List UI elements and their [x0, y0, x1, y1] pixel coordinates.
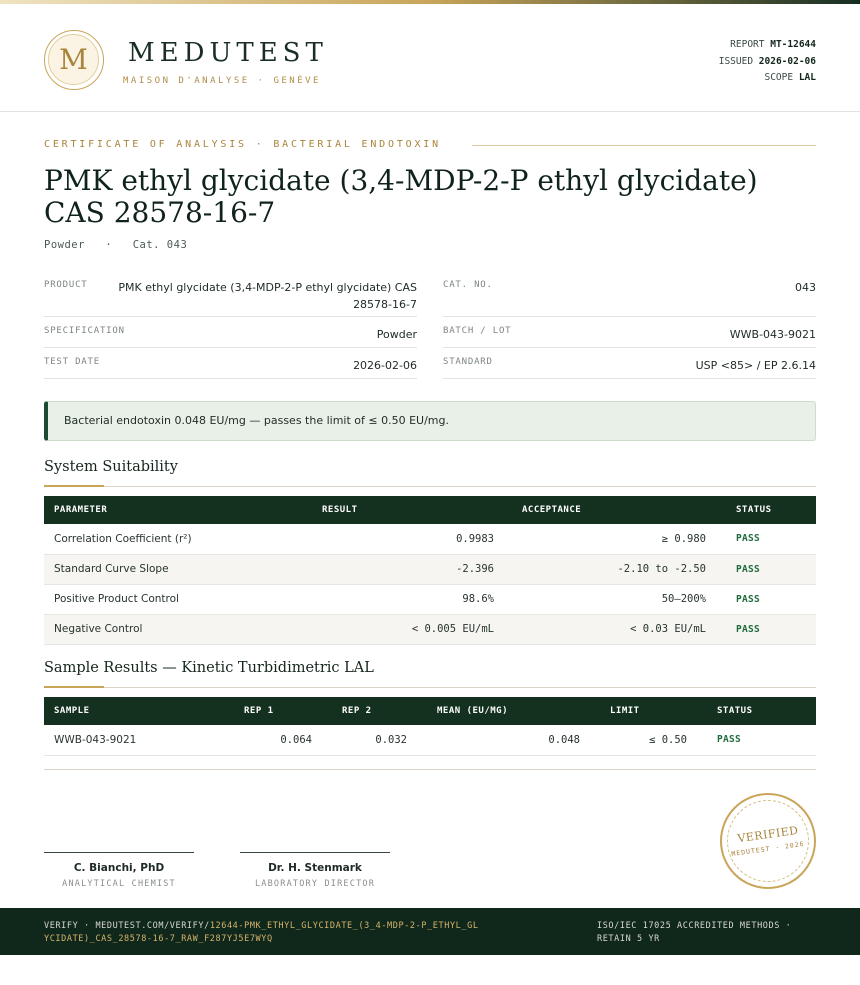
limit-cell: ≤ 0.50 [590, 725, 697, 755]
issued-label: ISSUED [718, 55, 754, 67]
status-badge: PASS [716, 524, 816, 554]
column-header: PARAMETER [54, 505, 108, 515]
acceptance-cell: ≥ 0.980 [504, 524, 716, 554]
subline-separator: · [105, 239, 113, 251]
issued-date: 2026-02-06 [758, 55, 816, 67]
notice-text: Bacterial endotoxin 0.048 EU/mg — passes the limit of ≤ 0.50 EU/mg. [64, 414, 449, 427]
brand-tagline: MAISON D'ANALYSE · GENÈVE [123, 76, 321, 86]
info-row-product [44, 272, 417, 317]
section-accent [44, 485, 104, 487]
column-header: STATUS [717, 706, 753, 716]
info-row-test-date [44, 348, 417, 379]
column-header: REP 1 [244, 706, 274, 716]
signatory-role: LABORATORY DIRECTOR [254, 879, 376, 889]
info-row-standard [443, 348, 816, 379]
table-row [44, 554, 816, 584]
table-row [44, 725, 816, 755]
accreditation-note: ISO/IEC 17025 ACCREDITED METHODS · RETAIN 5 YR [597, 921, 792, 944]
report-number: MT-12644 [770, 39, 816, 50]
column-header: ACCEPTANCE [522, 505, 582, 515]
acceptance-cell: < 0.03 EU/mL [504, 614, 716, 644]
page-title: PMK ethyl glycidate (3,4-MDP-2-P ethyl glycidate) CAS 28578-16-7 [44, 164, 758, 229]
brand-name: MEDUTEST [128, 38, 328, 68]
status-badge: PASS [716, 614, 816, 644]
logo [44, 30, 104, 90]
section-divider [44, 687, 816, 688]
report-number-row [719, 37, 816, 54]
info-grid-left [44, 272, 417, 379]
verify-link[interactable]: 12644-PMK_ETHYL_GLYCIDATE_(3_4-MDP-2-P_ETHYL_GLYCIDATE)_CAS_28578-16-7_RAW_F287YJ5E7WYQ [44, 921, 479, 944]
scope-label: SCOPE [764, 72, 794, 83]
column-header: RESULT [322, 505, 358, 515]
table-row [44, 614, 816, 644]
section-accent [44, 686, 104, 688]
section-title-sample-results: Sample Results — Kinetic Turbidimetric LAL [44, 660, 374, 676]
column-header: STATUS [736, 505, 772, 515]
rep2-cell: 0.032 [322, 725, 417, 755]
eyebrow-divider [472, 145, 816, 146]
report-label: REPORT [730, 39, 765, 50]
table-row [44, 584, 816, 614]
result-cell: -2.396 [304, 554, 504, 584]
table-header-row [44, 496, 816, 524]
parameter-cell: Standard Curve Slope [44, 554, 304, 584]
info-label: BATCH / LOT [443, 326, 512, 336]
result-cell: < 0.005 EU/mL [304, 614, 504, 644]
info-label: STANDARD [443, 357, 493, 367]
mean-cell: 0.048 [417, 725, 590, 755]
parameter-cell: Negative Control [44, 614, 304, 644]
logo-letter: M [48, 34, 99, 85]
verify-prefix: VERIFY · MEDUTEST.COM/VERIFY/ [44, 921, 210, 931]
info-label: PRODUCT [44, 280, 88, 290]
product-catalog: Cat. 043 [132, 239, 188, 251]
info-label: TEST DATE [44, 357, 100, 367]
scope-row [719, 70, 816, 87]
result-cell: 0.9983 [304, 524, 504, 554]
column-header: SAMPLE [54, 706, 90, 716]
result-cell: 98.6% [304, 584, 504, 614]
info-value: 043 [795, 281, 816, 294]
info-label: SPECIFICATION [44, 326, 125, 336]
issued-row [719, 54, 816, 71]
report-meta [719, 37, 816, 87]
product-subline [44, 239, 187, 251]
column-header: LIMIT [610, 706, 640, 716]
signature-divider [44, 769, 816, 770]
section-title-system-suitability: System Suitability [44, 459, 178, 475]
acceptance-cell: -2.10 to -2.50 [504, 554, 716, 584]
info-row-batch [443, 317, 816, 348]
info-value: WWB-043-9021 [729, 328, 816, 341]
column-header: REP 2 [342, 706, 372, 716]
status-badge: PASS [716, 554, 816, 584]
footer [0, 908, 860, 955]
scope-value: LAL [798, 72, 816, 83]
info-value: 2026-02-06 [353, 359, 417, 372]
info-grid-right [443, 272, 816, 379]
status-badge: PASS [697, 725, 816, 755]
result-notice [44, 401, 816, 441]
rep1-cell: 0.064 [224, 725, 322, 755]
parameter-cell: Positive Product Control [44, 584, 304, 614]
header [0, 4, 860, 112]
info-row-cat-no [443, 272, 816, 317]
system-suitability-table [44, 496, 816, 645]
signature-block-director [240, 852, 390, 889]
verify-line [44, 920, 484, 945]
signature-block-chemist [44, 852, 194, 889]
info-label: CAT. NO. [443, 280, 493, 290]
signatory-role: ANALYTICAL CHEMIST [62, 879, 176, 889]
column-header: MEAN (EU/MG) [437, 706, 509, 716]
status-badge: PASS [716, 584, 816, 614]
verified-seal [720, 793, 816, 889]
seal-text: VERIFIED [736, 823, 800, 846]
info-value: Powder [376, 328, 417, 341]
document-eyebrow: CERTIFICATE OF ANALYSIS · BACTERIAL ENDOTOXIN [44, 139, 441, 150]
sample-cell: WWB-043-9021 [44, 725, 224, 755]
section-divider [44, 486, 816, 487]
product-form: Powder [44, 239, 85, 251]
sample-results-table [44, 697, 816, 756]
info-row-specification [44, 317, 417, 348]
info-value: PMK ethyl glycidate (3,4-MDP-2-P ethyl glycidate) CAS 28578-16-7 [118, 281, 417, 311]
seal-subtext: MEDUTEST · 2026 [730, 839, 806, 859]
table-row [44, 524, 816, 554]
acceptance-cell: 50–200% [504, 584, 716, 614]
signatory-name: Dr. H. Stenmark [268, 862, 362, 874]
signatory-name: C. Bianchi, PhD [73, 862, 165, 874]
table-header-row [44, 697, 816, 725]
info-value: USP <85> / EP 2.6.14 [695, 359, 816, 372]
parameter-cell: Correlation Coefficient (r²) [44, 524, 304, 554]
